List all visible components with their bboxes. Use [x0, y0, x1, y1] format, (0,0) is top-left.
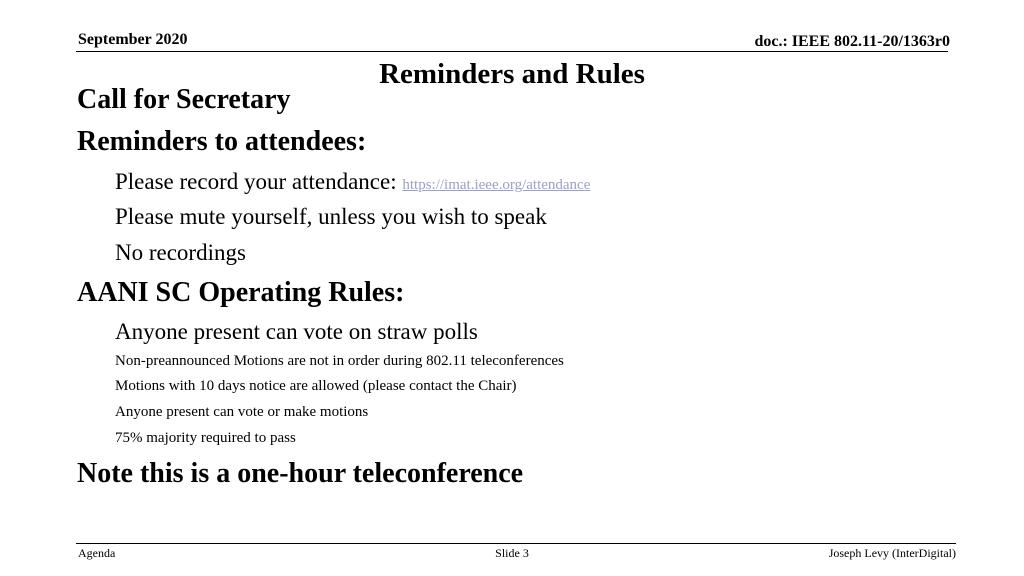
mute-reminder: Please mute yourself, unless you wish to speak [115, 204, 547, 229]
slide-title: Reminders and Rules [379, 58, 645, 90]
header-rule [76, 51, 948, 52]
footer-rule [76, 543, 956, 544]
footer-author: Joseph Levy (InterDigital) [828, 546, 956, 560]
footer-left: Agenda [78, 546, 116, 560]
rule-item: Non-preannounced Motions are not in order during 802.11 teleconferences [115, 353, 564, 369]
rules-heading: AANI SC Operating Rules: [77, 277, 405, 308]
attendance-link[interactable]: https://imat.ieee.org/attendance [402, 177, 591, 193]
header-doc-id: doc.: IEEE 802.11-20/1363r0 [754, 33, 950, 50]
call-for-secretary: Call for Secretary [77, 84, 291, 115]
rule-item: Anyone present can vote or make motions [115, 404, 369, 420]
attendance-text: Please record your attendance: [115, 169, 403, 194]
slide-number: Slide 3 [495, 546, 529, 560]
teleconference-note: Note this is a one-hour teleconference [77, 458, 524, 489]
rule-item: Anyone present can vote on straw polls [115, 319, 478, 344]
reminders-heading: Reminders to attendees: [77, 126, 367, 157]
header-date: September 2020 [78, 31, 188, 48]
no-recordings: No recordings [115, 240, 246, 265]
attendance-line [115, 169, 590, 195]
rule-item: Motions with 10 days notice are allowed (please contact the Chair) [115, 378, 517, 394]
rule-item: 75% majority required to pass [115, 430, 296, 446]
